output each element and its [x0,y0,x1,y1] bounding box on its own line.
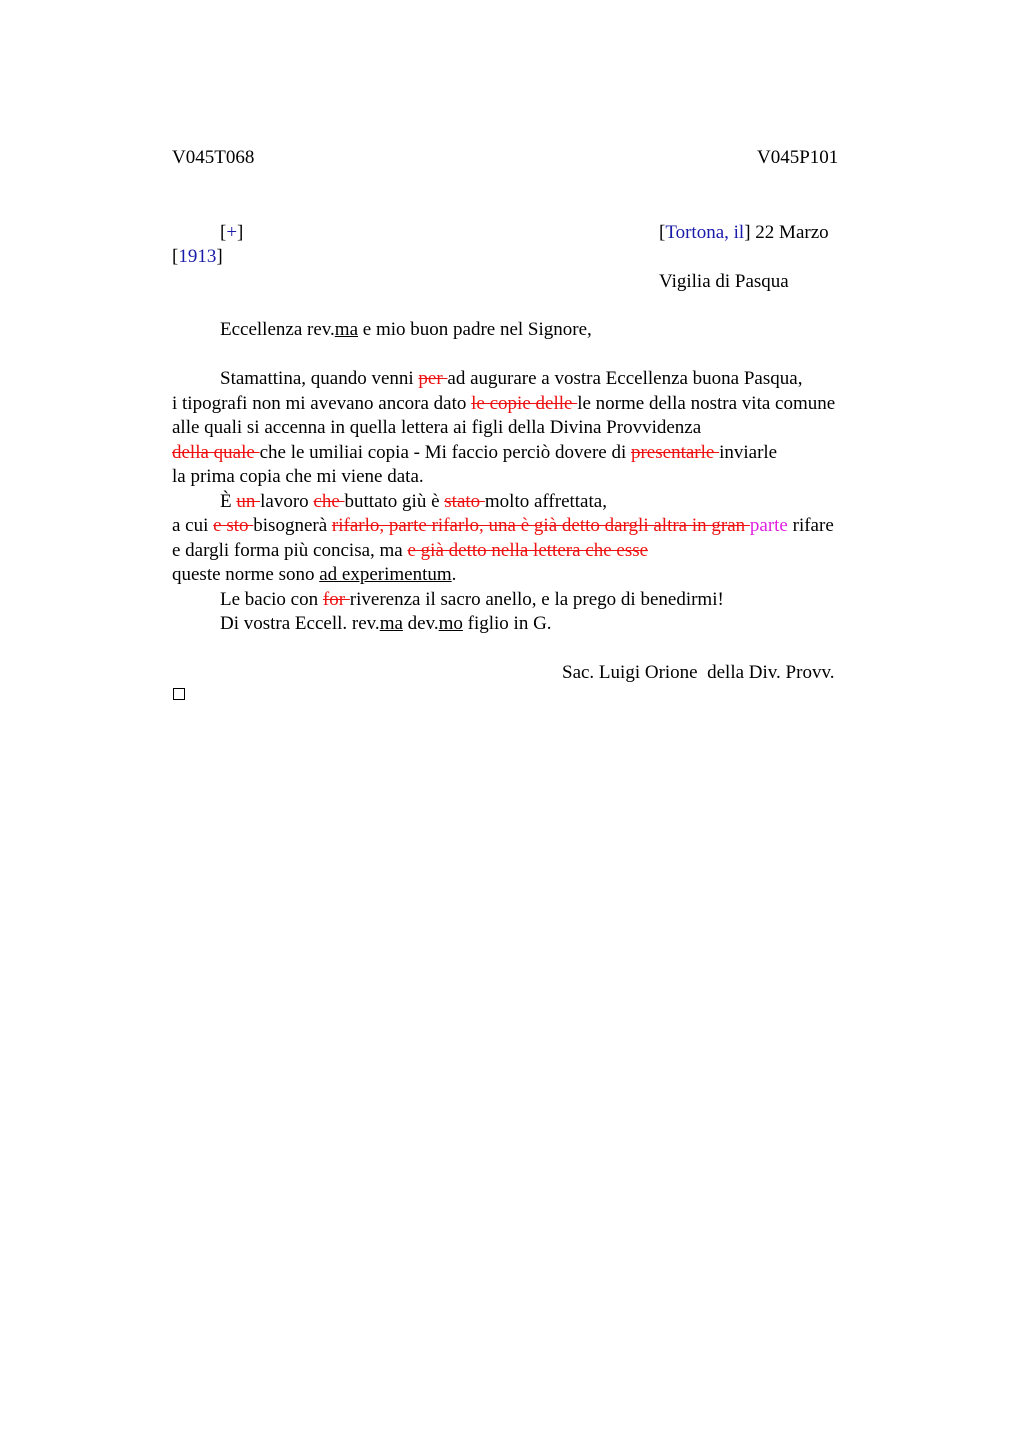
text: e mio buon padre nel Signore, [358,319,592,340]
deleted-text: che [313,491,345,512]
body-line-3 [172,416,701,440]
text: che le umiliai copia - Mi faccio perciò dovere di [259,442,631,463]
text: Di vostra Eccell. rev. [220,613,380,634]
text: queste norme sono [172,564,320,585]
bracket: [ [220,222,227,243]
deleted-text: e già detto nella lettera che esse [407,540,649,561]
year-text: 1913 [178,246,217,267]
text: rifare [787,515,834,536]
deleted-text: le copie delle [471,393,578,414]
dateline-place-date [659,221,829,245]
bracket: [ [659,222,666,243]
deleted-text: presentarle [630,442,720,463]
text: Eccellenza rev. [220,319,335,340]
cross-mark [220,221,243,245]
text: la prima copia che mi viene data. [172,466,424,487]
date-text: 22 Marzo [750,222,829,243]
text: Stamattina, quando venni [220,368,419,389]
text: inviarle [719,442,778,463]
closing-line [220,612,552,636]
deleted-text: for [322,589,350,610]
text: molto affrettata, [484,491,607,512]
abbrev: ma [379,613,403,634]
body-line-6 [220,490,607,514]
text: lavoro [260,491,314,512]
body-line-5 [172,465,424,489]
text: buttato giù è [344,491,445,512]
abbrev: ma [334,319,359,340]
deleted-text: della quale [172,442,260,463]
text: È [220,491,237,512]
text: figlio in G. [462,613,552,634]
text: Le bacio con [220,589,323,610]
deleted-text: per [418,368,448,389]
deleted-text: stato [444,491,485,512]
deleted-text: un [236,491,261,512]
text: . [451,564,457,585]
signature: Sac. Luigi Orione della Div. Provv. [562,662,835,683]
document-code-left: V045T068 [172,147,255,168]
body-line-7 [172,514,834,538]
text: a cui [172,515,214,536]
text: le norme della nostra vita comune [577,393,836,414]
text: alle quali si accenna in quella lettera ai figli della Divina Provvidenza [172,417,702,438]
deleted-text: e sto [213,515,254,536]
bracket: ] [744,222,751,243]
abbrev: mo [438,613,463,634]
text: riverenza il sacro anello, e la prego di benedirmi! [349,589,724,610]
text: bisognerà [253,515,332,536]
text: i tipografi non mi avevano ancora dato [172,393,472,414]
text: e dargli forma più concisa, ma [172,540,408,561]
underlined-text: ad experimentum [319,564,452,585]
bracket: [ [172,246,179,267]
place-name: Tortona, il [665,222,745,243]
dateline-year [172,245,223,269]
bracket: ] [216,246,223,267]
bracket: ] [237,222,244,243]
text: dev. [402,613,439,634]
text: ad augurare a vostra Eccellenza buona Pasqua, [447,368,803,389]
vigil-line: Vigilia di Pasqua [659,271,789,292]
inserted-text: parte [749,515,788,536]
document-code-right: V045P101 [757,147,839,168]
body-line-1 [220,367,802,391]
body-line-10 [220,588,724,612]
body-line-2 [172,392,835,416]
body-line-8 [172,539,648,563]
end-marker-icon [173,688,185,700]
cross-symbol: + [226,222,238,243]
body-line-4 [172,441,777,465]
body-line-9 [172,563,456,587]
deleted-text: rifarlo, parte rifarlo, una è già detto dargli altra in gran [331,515,750,536]
salutation [220,318,592,342]
